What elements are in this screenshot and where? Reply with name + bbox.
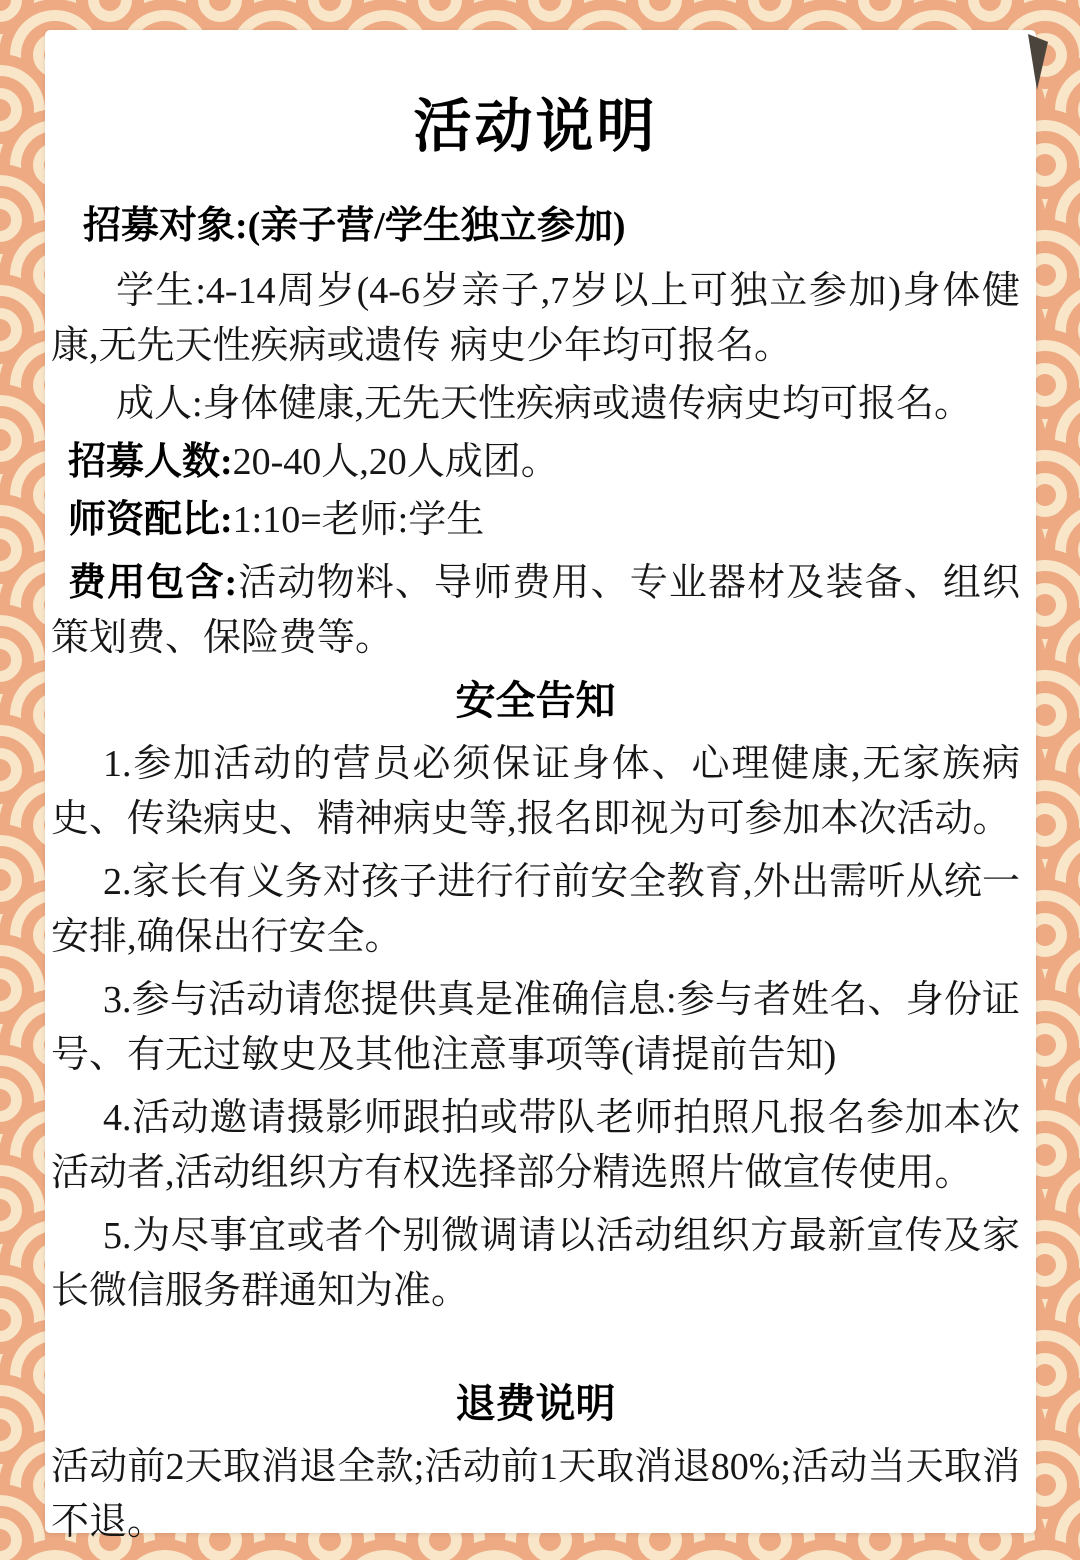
teacher-ratio-value: 1:10=老师:学生 [232,499,485,541]
recruit-count-value: 20-40人,20人成团。 [232,441,559,483]
teacher-ratio-label: 师资配比: [68,499,233,541]
safety-item-5: 5.为尽事宜或者个别微调请以活动组织方最新宣传及家长微信服务群通知为准。 [51,1215,1020,1312]
fee-includes-line [51,556,1020,666]
refund-policy-text: 活动前2天取消退全款;活动前1天取消退80%;活动当天取消不退。 [51,1446,1020,1543]
recruit-count-line [51,435,1020,490]
safety-item-4: 4.活动邀请摄影师跟拍或带队老师拍照凡报名参加本次活动者,活动组织方有权选择部分精选照片做宣传使用。 [51,1097,1020,1194]
refund-policy-heading: 退费说明 [455,1382,616,1426]
document-card [45,30,1036,1543]
recruit-count-label: 招募人数: [68,441,233,483]
safety-item-1: 1.参加活动的营员必须保证身体、心理健康,无家族病史、传染病史、精神病史等,报名即视为可参加本次活动。 [51,743,1020,840]
fee-includes-label: 费用包含: [68,562,238,604]
recruit-target-line [51,199,1020,254]
recruit-target-value: (亲子营/学生独立参加) [247,205,626,247]
fee-includes-value: 活动物料、导师费用、专业器材及装备、组织策划费、保险费等。 [51,562,1020,659]
safety-notice-heading: 安全告知 [455,679,616,723]
teacher-ratio-line [51,493,1020,548]
page-title: 活动说明 [413,94,658,159]
student-eligibility-text: 学生:4-14周岁(4-6岁亲子,7岁以上可独立参加)身体健康,无先天性疾病或遗传 病史少年均可报名。 [51,270,1020,367]
safety-item-3: 3.参与活动请您提供真是准确信息:参与者姓名、身份证号、有无过敏史及其他注意事项等(请提前告知) [51,979,1020,1076]
recruit-target-label: 招募对象: [83,205,248,247]
adult-eligibility-text: 成人:身体健康,无先天性疾病或遗传病史均可报名。 [116,383,973,425]
safety-item-2: 2.家长有义务对孩子进行行前安全教育,外出需听从统一安排,确保出行安全。 [51,861,1020,958]
